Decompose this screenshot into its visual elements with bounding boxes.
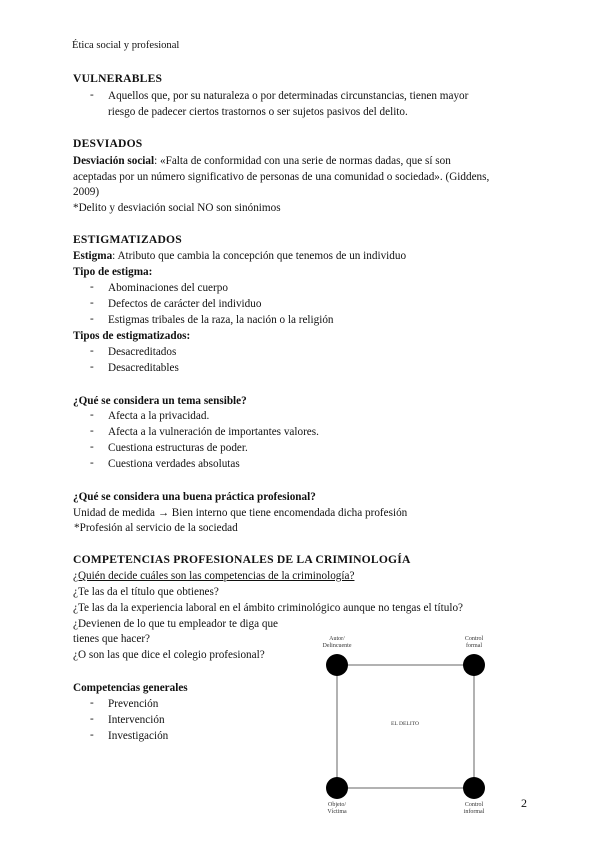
list-item: Cuestiona verdades absolutas [108, 458, 240, 470]
desviados-line-3: 2009) [73, 186, 100, 198]
tema-sensible-question: ¿Qué se considera un tema sensible? [73, 395, 247, 407]
desviados-line-1: : «Falta de conformidad con una serie de normas dadas, que sí son [154, 155, 451, 167]
estigma-text: : Atributo que cambia la concepción que tenemos de un individuo [112, 250, 407, 262]
list-dash: - [90, 345, 94, 357]
desviados-line-2: aceptadas por un número significativo de personas de una comunidad o sociedad». (Giddens, [73, 171, 490, 183]
list-item: Afecta a la vulneración de importantes valores. [108, 426, 319, 438]
section-title-vulnerables: VULNERABLES [73, 72, 163, 85]
buena-practica-question: ¿Qué se considera una buena práctica profesional? [73, 491, 316, 503]
list-dash: - [90, 697, 94, 709]
list-dash: - [90, 425, 94, 437]
list-dash: - [90, 281, 94, 293]
list-item: Desacreditados [108, 346, 177, 358]
section-title-estigmatizados: ESTIGMATIZADOS [73, 233, 182, 246]
list-item: Cuestiona estructuras de poder. [108, 442, 248, 454]
list-item: Estigmas tribales de la raza, la nación o la religión [108, 314, 334, 326]
tipo-estigma-label: Tipo de estigma: [73, 266, 153, 278]
section-title-desviados: DESVIADOS [73, 137, 143, 150]
competencias-q1: ¿Quién decide cuáles son las competencias de la criminología? [73, 570, 355, 582]
competencias-q4a: ¿Devienen de lo que tu empleador te diga que [73, 618, 279, 630]
vulnerables-line-1: Aquellos que, por su naturaleza o por determinadas circunstancias, tienen mayor [108, 90, 469, 102]
desviados-definition [73, 154, 451, 168]
list-item: Intervención [108, 714, 165, 726]
competencias-q4b: tienes que hacer? [73, 633, 151, 645]
list-dash: - [90, 457, 94, 469]
list-item: Defectos de carácter del individuo [108, 298, 262, 310]
list-dash: - [90, 409, 94, 421]
estigma-definition [73, 249, 406, 263]
diagram-label-bottom-right: Control informal [463, 802, 485, 815]
list-dash: - [90, 313, 94, 325]
buena-practica-line-1: Unidad de medida → Bien interno que tiene encomendada dicha profesión [73, 507, 408, 519]
section-title-competencias: COMPETENCIAS PROFESIONALES DE LA CRIMINOLOGÍA [73, 553, 411, 566]
tipos-estigmatizados-label: Tipos de estigmatizados: [73, 330, 191, 342]
diagram-label-top-right: Control formal [464, 636, 484, 649]
list-dash: - [90, 297, 94, 309]
desviados-term: Desviación social [73, 155, 155, 167]
buena-practica-line-2: *Profesión al servicio de la sociedad [74, 522, 238, 534]
page-header: Ética social y profesional [72, 40, 180, 51]
diagram-node-control-informal [463, 777, 485, 799]
competencias-q3: ¿Te las da la experiencia laboral en el ámbito criminológico aunque no tengas el título? [73, 602, 464, 614]
desviados-note: *Delito y desviación social NO son sinónimos [73, 202, 281, 214]
list-dash: - [90, 361, 94, 373]
page-number: 2 [521, 796, 527, 810]
list-item: Afecta a la privacidad. [108, 410, 210, 422]
list-dash: - [90, 441, 94, 453]
estigma-term: Estigma [73, 250, 113, 262]
diagram-label-top-left: Autor/ Delincuente [322, 636, 352, 649]
list-dash: - [90, 89, 94, 101]
diagram-node-victima [326, 777, 348, 799]
list-dash: - [90, 729, 94, 741]
competencias-q2: ¿Te las da el título que obtienes? [73, 586, 219, 598]
vulnerables-line-2: riesgo de padecer ciertos trastornos o ser sujetos pasivos del delito. [108, 106, 408, 118]
diagram-node-autor [326, 654, 348, 676]
diagram-node-control-formal [463, 654, 485, 676]
list-item: Investigación [108, 730, 169, 742]
list-item: Prevención [108, 698, 159, 710]
list-dash: - [90, 713, 94, 725]
competencias-generales-label: Competencias generales [73, 682, 188, 694]
crime-square-diagram [300, 630, 510, 830]
list-item: Desacreditables [108, 362, 179, 374]
competencias-q5: ¿O son las que dice el colegio profesional? [73, 649, 265, 661]
diagram-label-center: EL DELITO [390, 721, 420, 727]
diagram-label-bottom-left: Objeto/ Víctima [327, 802, 347, 815]
list-item: Abominaciones del cuerpo [108, 282, 228, 294]
